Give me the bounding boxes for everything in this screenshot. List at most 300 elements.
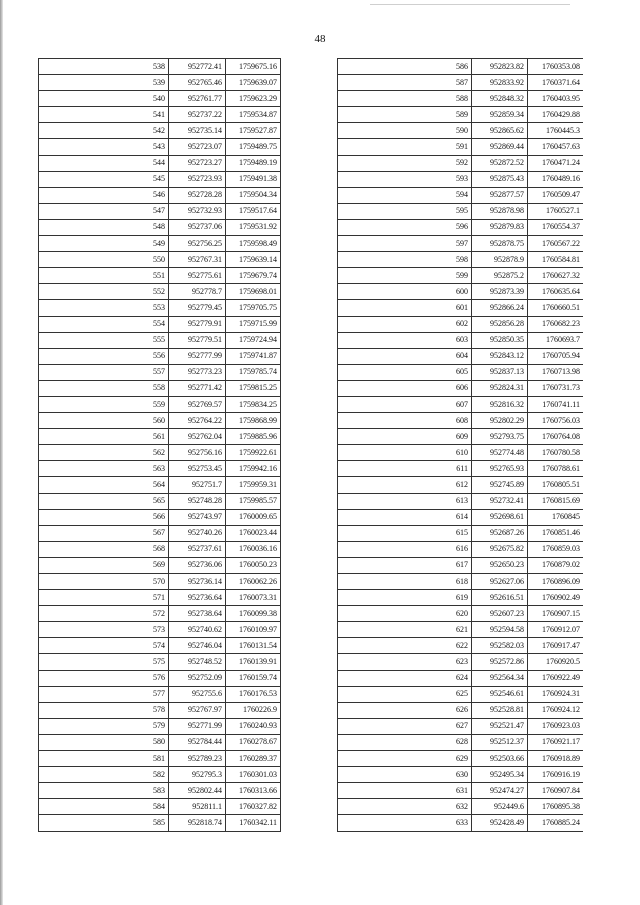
table-row xyxy=(39,236,281,252)
x-coordinate: 952748.52 xyxy=(169,654,226,670)
x-coordinate: 952771.42 xyxy=(169,380,226,396)
point-number: 547 xyxy=(39,203,169,219)
point-number: 545 xyxy=(39,171,169,187)
x-coordinate: 952793.75 xyxy=(472,429,528,445)
y-coordinate: 1759985.57 xyxy=(226,493,281,509)
table-row xyxy=(39,445,281,461)
y-coordinate: 1759504.34 xyxy=(226,187,281,203)
point-number: 581 xyxy=(39,751,169,767)
point-number: 582 xyxy=(39,767,169,783)
y-coordinate: 1760859.03 xyxy=(528,541,584,557)
point-number: 633 xyxy=(338,815,472,831)
x-coordinate: 952723.93 xyxy=(169,171,226,187)
y-coordinate: 1759491.38 xyxy=(226,171,281,187)
x-coordinate: 952675.82 xyxy=(472,541,528,557)
point-number: 594 xyxy=(338,187,472,203)
point-number: 622 xyxy=(338,638,472,654)
y-coordinate: 1760313.66 xyxy=(226,783,281,799)
table-row xyxy=(39,429,281,445)
y-coordinate: 1760036.16 xyxy=(226,541,281,557)
point-number: 609 xyxy=(338,429,472,445)
y-coordinate: 1759639.07 xyxy=(226,75,281,91)
table-row xyxy=(338,219,584,235)
table-row xyxy=(39,734,281,750)
table-row xyxy=(338,300,584,316)
x-coordinate: 952723.27 xyxy=(169,155,226,171)
point-number: 612 xyxy=(338,477,472,493)
y-coordinate: 1760660.51 xyxy=(528,300,584,316)
y-coordinate: 1760912.07 xyxy=(528,622,584,638)
coordinates-table-right xyxy=(337,58,583,832)
table-row xyxy=(338,799,584,815)
point-number: 550 xyxy=(39,252,169,268)
point-number: 577 xyxy=(39,686,169,702)
table-row xyxy=(338,783,584,799)
table-row xyxy=(338,187,584,203)
table-row xyxy=(39,268,281,284)
y-coordinate: 1760240.93 xyxy=(226,718,281,734)
y-coordinate: 1760457.63 xyxy=(528,139,584,155)
y-coordinate: 1760278.67 xyxy=(226,734,281,750)
table-row xyxy=(39,300,281,316)
x-coordinate: 952449.6 xyxy=(472,799,528,815)
x-coordinate: 952736.06 xyxy=(169,557,226,573)
table-row xyxy=(39,107,281,123)
table-row xyxy=(338,702,584,718)
y-coordinate: 1760073.31 xyxy=(226,590,281,606)
table-row xyxy=(39,187,281,203)
point-number: 592 xyxy=(338,155,472,171)
point-number: 615 xyxy=(338,525,472,541)
point-number: 538 xyxy=(39,59,169,75)
y-coordinate: 1760131.54 xyxy=(226,638,281,654)
x-coordinate: 952698.61 xyxy=(472,509,528,525)
point-number: 570 xyxy=(39,574,169,590)
table-row xyxy=(39,783,281,799)
x-coordinate: 952856.28 xyxy=(472,316,528,332)
y-coordinate: 1760902.49 xyxy=(528,590,584,606)
y-coordinate: 1760009.65 xyxy=(226,509,281,525)
table-row xyxy=(338,139,584,155)
point-number: 630 xyxy=(338,767,472,783)
table-row xyxy=(338,590,584,606)
table-row xyxy=(39,751,281,767)
point-number: 629 xyxy=(338,751,472,767)
table-row xyxy=(39,413,281,429)
y-coordinate: 1759489.75 xyxy=(226,139,281,155)
table-row xyxy=(39,718,281,734)
x-coordinate: 952503.66 xyxy=(472,751,528,767)
point-number: 584 xyxy=(39,799,169,815)
table-row xyxy=(39,91,281,107)
coordinates-table-left xyxy=(38,58,281,832)
x-coordinate: 952752.09 xyxy=(169,670,226,686)
y-coordinate: 1759598.49 xyxy=(226,236,281,252)
point-number: 555 xyxy=(39,332,169,348)
point-number: 563 xyxy=(39,461,169,477)
table-row xyxy=(39,123,281,139)
table-row xyxy=(39,75,281,91)
point-number: 574 xyxy=(39,638,169,654)
y-coordinate: 1760731.73 xyxy=(528,380,584,396)
x-coordinate: 952732.93 xyxy=(169,203,226,219)
table-row xyxy=(39,219,281,235)
x-coordinate: 952771.99 xyxy=(169,718,226,734)
x-coordinate: 952607.23 xyxy=(472,606,528,622)
point-number: 632 xyxy=(338,799,472,815)
table-row xyxy=(338,268,584,284)
table-row xyxy=(338,670,584,686)
y-coordinate: 1760353.08 xyxy=(528,59,584,75)
page-number: 48 xyxy=(314,33,326,45)
y-coordinate: 1760693.7 xyxy=(528,332,584,348)
x-coordinate: 952737.61 xyxy=(169,541,226,557)
y-coordinate: 1759534.87 xyxy=(226,107,281,123)
table-row xyxy=(338,686,584,702)
x-coordinate: 952687.26 xyxy=(472,525,528,541)
x-coordinate: 952802.44 xyxy=(169,783,226,799)
x-coordinate: 952735.14 xyxy=(169,123,226,139)
x-coordinate: 952777.99 xyxy=(169,348,226,364)
table-row xyxy=(338,348,584,364)
table-row xyxy=(338,316,584,332)
y-coordinate: 1760788.61 xyxy=(528,461,584,477)
y-coordinate: 1760924.31 xyxy=(528,686,584,702)
y-coordinate: 1760682.23 xyxy=(528,316,584,332)
y-coordinate: 1760062.26 xyxy=(226,574,281,590)
point-number: 605 xyxy=(338,364,472,380)
y-coordinate: 1760226.9 xyxy=(226,702,281,718)
x-coordinate: 952650.23 xyxy=(472,557,528,573)
x-coordinate: 952737.22 xyxy=(169,107,226,123)
x-coordinate: 952824.31 xyxy=(472,380,528,396)
x-coordinate: 952748.28 xyxy=(169,493,226,509)
x-coordinate: 952474.27 xyxy=(472,783,528,799)
y-coordinate: 1759705.75 xyxy=(226,300,281,316)
point-number: 610 xyxy=(338,445,472,461)
y-coordinate: 1760907.84 xyxy=(528,783,584,799)
point-number: 557 xyxy=(39,364,169,380)
x-coordinate: 952879.83 xyxy=(472,219,528,235)
table-row xyxy=(39,767,281,783)
table-row xyxy=(338,445,584,461)
point-number: 542 xyxy=(39,123,169,139)
x-coordinate: 952779.91 xyxy=(169,316,226,332)
x-coordinate: 952728.28 xyxy=(169,187,226,203)
point-number: 552 xyxy=(39,284,169,300)
point-number: 626 xyxy=(338,702,472,718)
x-coordinate: 952772.41 xyxy=(169,59,226,75)
y-coordinate: 1760921.17 xyxy=(528,734,584,750)
x-coordinate: 952495.34 xyxy=(472,767,528,783)
x-coordinate: 952872.52 xyxy=(472,155,528,171)
point-number: 587 xyxy=(338,75,472,91)
point-number: 624 xyxy=(338,670,472,686)
y-coordinate: 1760627.32 xyxy=(528,268,584,284)
x-coordinate: 952745.89 xyxy=(472,477,528,493)
y-coordinate: 1759815.25 xyxy=(226,380,281,396)
x-coordinate: 952859.34 xyxy=(472,107,528,123)
x-coordinate: 952769.57 xyxy=(169,396,226,412)
table-row xyxy=(338,284,584,300)
point-number: 596 xyxy=(338,219,472,235)
y-coordinate: 1759922.61 xyxy=(226,445,281,461)
y-coordinate: 1760527.1 xyxy=(528,203,584,219)
x-coordinate: 952869.44 xyxy=(472,139,528,155)
table-row xyxy=(39,799,281,815)
y-coordinate: 1759959.31 xyxy=(226,477,281,493)
table-row xyxy=(338,557,584,573)
y-coordinate: 1760845 xyxy=(528,509,584,525)
x-coordinate: 952521.47 xyxy=(472,718,528,734)
y-coordinate: 1760896.09 xyxy=(528,574,584,590)
table-row xyxy=(39,203,281,219)
y-coordinate: 1760371.64 xyxy=(528,75,584,91)
point-number: 623 xyxy=(338,654,472,670)
point-number: 590 xyxy=(338,123,472,139)
point-number: 631 xyxy=(338,783,472,799)
x-coordinate: 952843.12 xyxy=(472,348,528,364)
y-coordinate: 1759885.96 xyxy=(226,429,281,445)
table-row xyxy=(39,348,281,364)
point-number: 541 xyxy=(39,107,169,123)
table-row xyxy=(338,751,584,767)
point-number: 599 xyxy=(338,268,472,284)
point-number: 589 xyxy=(338,107,472,123)
point-number: 588 xyxy=(338,91,472,107)
y-coordinate: 1760342.11 xyxy=(226,815,281,831)
point-number: 573 xyxy=(39,622,169,638)
point-number: 572 xyxy=(39,606,169,622)
y-coordinate: 1760584.81 xyxy=(528,252,584,268)
y-coordinate: 1760918.89 xyxy=(528,751,584,767)
y-coordinate: 1760403.95 xyxy=(528,91,584,107)
point-number: 618 xyxy=(338,574,472,590)
x-coordinate: 952848.32 xyxy=(472,91,528,107)
x-coordinate: 952736.64 xyxy=(169,590,226,606)
y-coordinate: 1759675.16 xyxy=(226,59,281,75)
table-row xyxy=(338,332,584,348)
table-row xyxy=(338,123,584,139)
y-coordinate: 1760805.51 xyxy=(528,477,584,493)
x-coordinate: 952528.81 xyxy=(472,702,528,718)
x-coordinate: 952564.34 xyxy=(472,670,528,686)
table-row xyxy=(39,396,281,412)
x-coordinate: 952878.75 xyxy=(472,236,528,252)
table-row xyxy=(39,316,281,332)
point-number: 614 xyxy=(338,509,472,525)
x-coordinate: 952761.77 xyxy=(169,91,226,107)
y-coordinate: 1759868.99 xyxy=(226,413,281,429)
x-coordinate: 952779.45 xyxy=(169,300,226,316)
table-row xyxy=(338,654,584,670)
point-number: 579 xyxy=(39,718,169,734)
x-coordinate: 952773.23 xyxy=(169,364,226,380)
table-row xyxy=(39,171,281,187)
y-coordinate: 1760445.3 xyxy=(528,123,584,139)
table-row xyxy=(39,622,281,638)
table-row xyxy=(39,364,281,380)
x-coordinate: 952755.6 xyxy=(169,686,226,702)
table-row xyxy=(338,252,584,268)
y-coordinate: 1759698.01 xyxy=(226,284,281,300)
y-coordinate: 1759724.94 xyxy=(226,332,281,348)
table-row xyxy=(338,574,584,590)
y-coordinate: 1760489.16 xyxy=(528,171,584,187)
y-coordinate: 1760895.38 xyxy=(528,799,584,815)
y-coordinate: 1760907.15 xyxy=(528,606,584,622)
x-coordinate: 952736.14 xyxy=(169,574,226,590)
point-number: 620 xyxy=(338,606,472,622)
x-coordinate: 952767.97 xyxy=(169,702,226,718)
y-coordinate: 1759942.16 xyxy=(226,461,281,477)
y-coordinate: 1760924.12 xyxy=(528,702,584,718)
x-coordinate: 952737.06 xyxy=(169,219,226,235)
x-coordinate: 952850.35 xyxy=(472,332,528,348)
table-row xyxy=(39,654,281,670)
point-number: 604 xyxy=(338,348,472,364)
table-row xyxy=(338,461,584,477)
point-number: 571 xyxy=(39,590,169,606)
x-coordinate: 952740.62 xyxy=(169,622,226,638)
point-number: 580 xyxy=(39,734,169,750)
table-row xyxy=(39,284,281,300)
point-number: 616 xyxy=(338,541,472,557)
y-coordinate: 1759531.92 xyxy=(226,219,281,235)
table-row xyxy=(338,203,584,219)
x-coordinate: 952877.57 xyxy=(472,187,528,203)
table-row xyxy=(338,59,584,75)
y-coordinate: 1760327.82 xyxy=(226,799,281,815)
table-row xyxy=(39,332,281,348)
x-coordinate: 952875.2 xyxy=(472,268,528,284)
point-number: 561 xyxy=(39,429,169,445)
x-coordinate: 952802.29 xyxy=(472,413,528,429)
y-coordinate: 1760879.02 xyxy=(528,557,584,573)
point-number: 568 xyxy=(39,541,169,557)
table-row xyxy=(338,815,584,831)
y-coordinate: 1759527.87 xyxy=(226,123,281,139)
table-row xyxy=(39,557,281,573)
point-number: 569 xyxy=(39,557,169,573)
x-coordinate: 952789.23 xyxy=(169,751,226,767)
point-number: 627 xyxy=(338,718,472,734)
y-coordinate: 1760815.69 xyxy=(528,493,584,509)
x-coordinate: 952764.22 xyxy=(169,413,226,429)
y-coordinate: 1760159.74 xyxy=(226,670,281,686)
table-row xyxy=(39,155,281,171)
y-coordinate: 1760920.5 xyxy=(528,654,584,670)
x-coordinate: 952873.39 xyxy=(472,284,528,300)
table-row xyxy=(338,638,584,654)
y-coordinate: 1759623.29 xyxy=(226,91,281,107)
x-coordinate: 952627.06 xyxy=(472,574,528,590)
table-row xyxy=(39,525,281,541)
x-coordinate: 952740.26 xyxy=(169,525,226,541)
point-number: 617 xyxy=(338,557,472,573)
x-coordinate: 952816.32 xyxy=(472,396,528,412)
y-coordinate: 1759517.64 xyxy=(226,203,281,219)
point-number: 546 xyxy=(39,187,169,203)
y-coordinate: 1759639.14 xyxy=(226,252,281,268)
scan-top-mark xyxy=(370,4,570,5)
x-coordinate: 952784.44 xyxy=(169,734,226,750)
point-number: 611 xyxy=(338,461,472,477)
table-row xyxy=(338,493,584,509)
x-coordinate: 952738.64 xyxy=(169,606,226,622)
table-row xyxy=(338,91,584,107)
x-coordinate: 952756.25 xyxy=(169,236,226,252)
table-row xyxy=(39,702,281,718)
point-number: 601 xyxy=(338,300,472,316)
point-number: 593 xyxy=(338,171,472,187)
table-row xyxy=(39,139,281,155)
point-number: 549 xyxy=(39,236,169,252)
y-coordinate: 1760635.64 xyxy=(528,284,584,300)
table-row xyxy=(338,606,584,622)
y-coordinate: 1760780.58 xyxy=(528,445,584,461)
table-row xyxy=(39,493,281,509)
x-coordinate: 952774.48 xyxy=(472,445,528,461)
y-coordinate: 1760050.23 xyxy=(226,557,281,573)
point-number: 539 xyxy=(39,75,169,91)
point-number: 613 xyxy=(338,493,472,509)
x-coordinate: 952753.45 xyxy=(169,461,226,477)
table-row xyxy=(338,767,584,783)
point-number: 564 xyxy=(39,477,169,493)
y-coordinate: 1760741.11 xyxy=(528,396,584,412)
point-number: 600 xyxy=(338,284,472,300)
table-row xyxy=(338,171,584,187)
point-number: 625 xyxy=(338,686,472,702)
point-number: 575 xyxy=(39,654,169,670)
point-number: 585 xyxy=(39,815,169,831)
x-coordinate: 952756.16 xyxy=(169,445,226,461)
y-coordinate: 1760917.47 xyxy=(528,638,584,654)
x-coordinate: 952866.24 xyxy=(472,300,528,316)
x-coordinate: 952732.41 xyxy=(472,493,528,509)
x-coordinate: 952818.74 xyxy=(169,815,226,831)
x-coordinate: 952878.9 xyxy=(472,252,528,268)
x-coordinate: 952594.58 xyxy=(472,622,528,638)
point-number: 554 xyxy=(39,316,169,332)
point-number: 544 xyxy=(39,155,169,171)
point-number: 566 xyxy=(39,509,169,525)
y-coordinate: 1760885.24 xyxy=(528,815,584,831)
x-coordinate: 952767.31 xyxy=(169,252,226,268)
y-coordinate: 1760922.49 xyxy=(528,670,584,686)
point-number: 543 xyxy=(39,139,169,155)
y-coordinate: 1760567.22 xyxy=(528,236,584,252)
table-row xyxy=(338,107,584,123)
point-number: 551 xyxy=(39,268,169,284)
table-row xyxy=(39,252,281,268)
y-coordinate: 1760109.97 xyxy=(226,622,281,638)
point-number: 556 xyxy=(39,348,169,364)
y-coordinate: 1760289.37 xyxy=(226,751,281,767)
x-coordinate: 952762.04 xyxy=(169,429,226,445)
y-coordinate: 1760509.47 xyxy=(528,187,584,203)
x-coordinate: 952582.03 xyxy=(472,638,528,654)
point-number: 540 xyxy=(39,91,169,107)
x-coordinate: 952865.62 xyxy=(472,123,528,139)
table-row xyxy=(338,509,584,525)
point-number: 583 xyxy=(39,783,169,799)
x-coordinate: 952751.7 xyxy=(169,477,226,493)
x-coordinate: 952428.49 xyxy=(472,815,528,831)
x-coordinate: 952743.97 xyxy=(169,509,226,525)
y-coordinate: 1760923.03 xyxy=(528,718,584,734)
